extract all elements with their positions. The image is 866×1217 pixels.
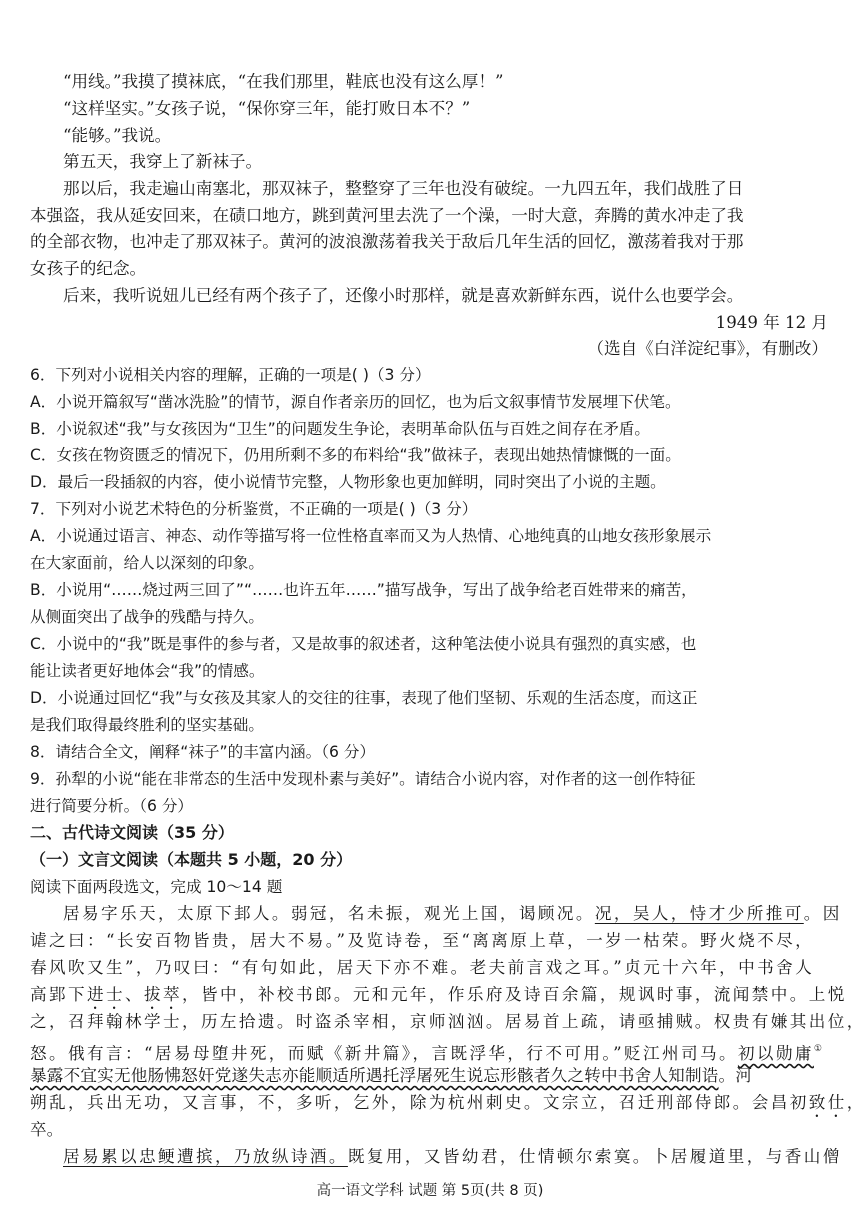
classical-line-8 — [30, 1091, 866, 1121]
classical-line-2: 谑之曰：“长安百物皆贵，居大不易。”及览诗卷，至“离离原上草，一岁一枯荣。野火烧不尽， — [30, 931, 815, 950]
story-line-1: “用线。”我摸了摸袜底，“在我们那里，鞋底也没有这么厚！” — [63, 72, 504, 91]
question-9-line-2: 进行简要分析。（6 分） — [30, 797, 194, 815]
underlined-sentence: 居易累以忠鲠遭摈，乃放纵诗酒。 — [63, 1147, 348, 1166]
dotted-term: 拔萃 — [143, 985, 182, 1004]
question-7-option-c: C．小说中的“我”既是事件的参与者，又是故事的叙述者，这种笔法使小说具有强烈的真实感，也 — [30, 635, 697, 653]
classical-text: ，皆中，补校书郎。元和元年，作乐府及诗百余篇，规讽时事，流闻禁中。上悦 — [181, 985, 847, 1004]
classical-text: ， — [846, 1093, 866, 1112]
dotted-term: 进士 — [86, 985, 125, 1004]
classical-line-7 — [30, 1064, 830, 1088]
section-2-intro: 阅读下面两段选文，完成 10～14 题 — [30, 878, 283, 896]
classical-text: 朔乱，兵出无功，又言事，不，多听，乞外，除为杭州刺史。文宗立，召迁刑部侍郎。会昌初 — [30, 1093, 809, 1112]
question-6-stem: 6．下列对小说相关内容的理解，正确的一项是( )（3 分） — [30, 366, 431, 384]
story-line-6: 本强盗，我从延安回来，在碛口地方，跳到黄河里去洗了一个澡，一时大意，奔腾的黄水冲走了我 — [30, 206, 744, 225]
story-line-3: “能够。”我说。 — [63, 126, 172, 145]
classical-line-9: 卒。 — [30, 1120, 64, 1139]
story-line-5: 那以后，我走遍山南塞北，那双袜子，整整穿了三年也没有破绽。一九四五年，我们战胜了日 — [63, 179, 744, 198]
question-7-option-d-cont: 是我们取得最终胜利的坚实基础。 — [30, 716, 264, 734]
question-7-option-a: A．小说通过语言、神态、动作等描写将一位性格直率而又为人热情、心地纯真的山地女孩形象展示 — [30, 527, 712, 545]
classical-text: 怒。俄有言：“居易母堕井死，而赋《新井篇》，言既浮华，行不可用。”贬江州司马。 — [30, 1044, 738, 1063]
question-7-option-c-cont: 能让读者更好地体会“我”的情感。 — [30, 662, 265, 680]
story-line-9: 后来，我听说妞儿已经有两个孩子了，还像小时那样，就是喜欢新鲜东西，说什么也要学会。 — [63, 286, 744, 305]
dotted-term: 致仕 — [808, 1093, 847, 1112]
classical-text: 既复用，又皆幼君，仕情顿尔索寞。卜居履道里，与香山僧 — [347, 1147, 842, 1166]
story-line-7: 的全部衣物，也冲走了那双袜子。黄河的波浪激荡着我关于敌后几年生活的回忆，激荡着我对于那 — [30, 232, 744, 251]
story-date: 1949 年 12 月 — [715, 313, 828, 332]
wavy-underlined-text: 暴露不宜实无他肠怫怒奸党遂失志亦能顺适所遇托浮屠死生说忘形骸者久之转中书舍人知制诰 — [30, 1066, 719, 1085]
classical-text: 、 — [124, 985, 144, 1004]
classical-text: 。因 — [803, 904, 842, 923]
classical-line-4 — [30, 983, 847, 1013]
classical-line-5: 之，召拜翰林学士，历左拾遗。时盗杀宰相，京师汹汹。居易首上疏，请亟捕贼。权贵有嫌其出位， — [30, 1012, 866, 1031]
section-2-subtitle: （一）文言文阅读（本题共 5 小题，20 分） — [30, 850, 353, 869]
classical-text: 居易字乐天，太原下邽人。弱冠，名未振，观光上国，谒顾况。 — [63, 904, 595, 923]
story-line-8: 女孩子的纪念。 — [30, 259, 147, 278]
classical-text: 。河 — [718, 1066, 753, 1085]
question-8: 8．请结合全文，阐释“袜子”的丰富内涵。（6 分） — [30, 743, 376, 761]
classical-line-1 — [63, 902, 842, 926]
story-line-2: “这样坚实。”女孩子说，“保你穿三年，能打败日本不？” — [63, 99, 471, 118]
question-7-stem: 7．下列对小说艺术特色的分析鉴赏，不正确的一项是( )（3 分） — [30, 500, 478, 518]
question-7-option-a-cont: 在大家面前，给人以深刻的印象。 — [30, 554, 264, 572]
question-7-option-b: B．小说用“……烧过两三回了”“……也许五年……”描写战争，写出了战争给老百姓带来的痛苦， — [30, 581, 697, 599]
classical-line-3: 春风吹又生”，乃叹曰：“有句如此，居天下亦不难。老夫前言戏之耳。”贞元十六年，中书舍人 — [30, 958, 815, 977]
question-9-line-1: 9．孙犁的小说“能在非常态的生活中发现朴素与美好”。请结合小说内容，对作者的这一创作特征 — [30, 770, 696, 788]
classical-text: 高郢下 — [30, 985, 87, 1004]
story-line-4: 第五天，我穿上了新袜子。 — [63, 152, 263, 171]
footnote-marker: ① — [813, 1044, 825, 1054]
classical-line-10 — [63, 1145, 842, 1169]
story-source: （选自《白洋淀纪事》，有删改） — [587, 339, 828, 358]
question-6-option-a: A．小说开篇叙写“凿冰洗脸”的情节，源自作者亲历的回忆，也为后文叙事情节发展埋下伏笔。 — [30, 393, 681, 411]
question-7-option-b-cont: 从侧面突出了战争的残酷与持久。 — [30, 608, 264, 626]
question-6-option-d: D．最后一段插叙的内容，使小说情节完整，人物形象也更加鲜明，同时突出了小说的主题。 — [30, 473, 666, 491]
section-2-title: 二、古代诗文阅读（35 分） — [30, 823, 234, 842]
page-footer: 高一语文学科 试题 第 5页(共 8 页) — [316, 1183, 544, 1199]
wavy-underlined-text: 初以勋庸 — [737, 1044, 814, 1063]
question-6-option-b: B．小说叙述“我”与女孩因为“卫生”的问题发生争论，表明革命队伍与百姓之间存在矛盾。 — [30, 420, 650, 438]
classical-line-6 — [30, 1037, 830, 1066]
underlined-sentence: 况，吴人，恃才少所推可 — [594, 904, 804, 923]
question-7-option-d: D．小说通过回忆“我”与女孩及其家人的交往的往事，表现了他们坚韧、乐观的生活态度，而这正 — [30, 689, 698, 707]
question-6-option-c: C．女孩在物资匮乏的情况下，仍用所剩不多的布料给“我”做袜子，表现出她热情慷慨的一面。 — [30, 446, 681, 464]
